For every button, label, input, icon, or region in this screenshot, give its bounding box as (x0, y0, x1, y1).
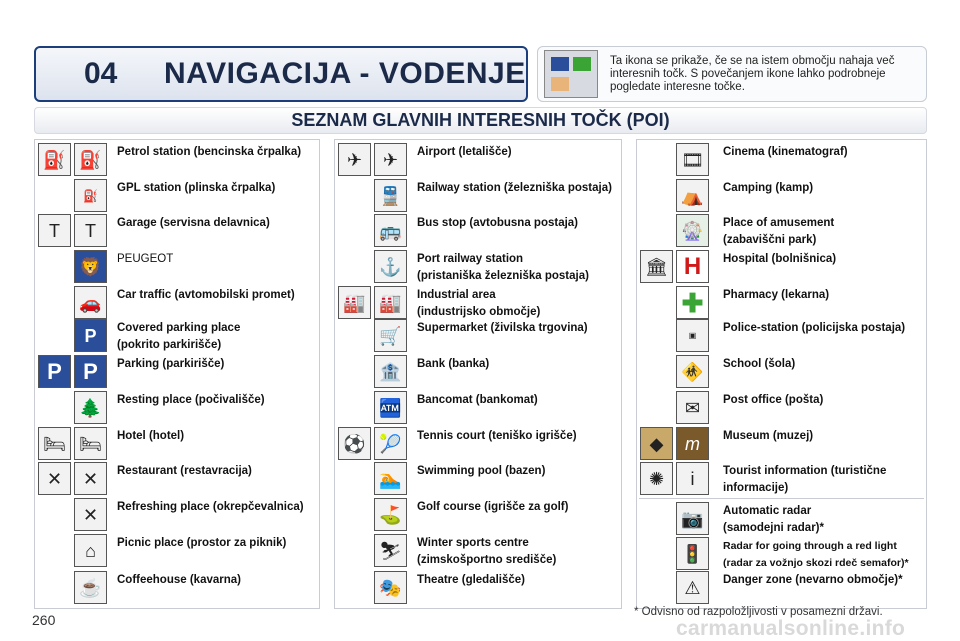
airport-icon: ✈ (338, 143, 371, 176)
poi-label: Covered parking place (pokrito parkirišče) (117, 322, 241, 351)
golf-icon: ⛳ (374, 498, 407, 531)
poi-label: Tourist information (turistične informacije) (723, 465, 887, 494)
danger-icon: ⚠ (676, 571, 709, 604)
info-icon: i (676, 462, 709, 495)
monument-icon: 🏛 (640, 250, 673, 283)
poi-label: Port railway station (pristaniška železniška postaja) (417, 253, 589, 282)
poi-label: Refreshing place (okrepčevalnica) (117, 501, 304, 513)
poi-label: Petrol station (bencinska črpalka) (117, 146, 302, 158)
poi-label: Industrial area (industrijsko območje) (417, 289, 541, 318)
help-box (537, 46, 927, 102)
poi-item (35, 390, 319, 425)
fuel-pump-icon: ⛽ (74, 143, 107, 176)
poi-item (35, 497, 319, 532)
poi-label: Car traffic (avtomobilski promet) (117, 289, 295, 301)
cutlery-icon: ✕ (38, 462, 71, 495)
poi-list-banner (34, 107, 927, 134)
poi-item (35, 178, 319, 213)
poi-label: Golf course (igrišče za golf) (417, 501, 569, 513)
poi-label: Picnic place (prostor za piknik) (117, 537, 287, 549)
poi-item (335, 354, 621, 389)
poi-label: Theatre (gledališče) (417, 574, 526, 586)
poi-item (637, 178, 926, 213)
poi-item (637, 318, 926, 353)
traffic-icon: 🚗 (74, 286, 107, 319)
poi-label: Automatic radar (samodejni radar)* (723, 505, 824, 534)
poi-label: Camping (kamp) (723, 182, 814, 194)
poi-item (637, 536, 926, 571)
plane-icon: ✈ (374, 143, 407, 176)
poi-item (335, 570, 621, 605)
port-station-icon: ⚓ (374, 250, 407, 283)
factory-icon: 🏭 (374, 286, 407, 319)
poi-item (335, 461, 621, 496)
poi-item (637, 213, 926, 248)
poi-cluster-icon (544, 50, 598, 98)
parking-icon: P (38, 355, 71, 388)
poi-label: Tennis court (teniško igrišče) (417, 430, 577, 442)
poi-label: Bus stop (avtobusna postaja) (417, 217, 579, 229)
poi-label: Place of amusement (zabaviščni park) (723, 217, 835, 246)
bed-icon: 🛏 (74, 427, 107, 460)
poi-label: Airport (letališče) (417, 146, 512, 158)
tennis-icon: 🎾 (374, 427, 407, 460)
school-icon: 🚸 (676, 355, 709, 388)
poi-label: Police-station (policijska postaja) (723, 322, 906, 334)
poi-label: Garage (servisna delavnica) (117, 217, 270, 229)
refreshing-icon: ✕ (74, 498, 107, 531)
poi-item (35, 142, 319, 177)
poi-label: Danger zone (nevarno območje)* (723, 574, 903, 586)
atm-icon: 🏧 (374, 391, 407, 424)
poi-item (637, 570, 926, 605)
poi-item (35, 213, 319, 248)
train-icon: 🚆 (374, 179, 407, 212)
poi-item (637, 501, 926, 536)
swimmer-icon: 🏊 (374, 462, 407, 495)
divider (639, 498, 924, 499)
radar-icon: 📷 (676, 502, 709, 535)
poi-label: Radar for going through a red light (radar za vožnjo skozi rdeč semafor)* (723, 540, 909, 569)
poi-label: Swimming pool (bazen) (417, 465, 546, 477)
poi-label: PEUGEOT (117, 253, 174, 265)
resting-icon: 🌲 (74, 391, 107, 424)
diamond-sign-icon: ◆ (640, 427, 673, 460)
chapter-number: 04 (84, 57, 118, 90)
wrench-icon: T (74, 214, 107, 247)
poi-item (335, 390, 621, 425)
film-icon: 🎞 (676, 143, 709, 176)
watermark: carmanualsonline.info (676, 617, 906, 640)
poi-label: Winter sports centre (zimskošportno središče) (417, 537, 557, 566)
poi-item (35, 318, 319, 353)
poi-item (335, 426, 621, 461)
peugeot-lion-icon: 🦁 (74, 250, 107, 283)
amusement-icon: 🎡 (676, 214, 709, 247)
footnote: * Odvisno od razpoložljivosti v posamezni državi. (634, 606, 883, 618)
bank-icon: 🏦 (374, 355, 407, 388)
poi-item (35, 426, 319, 461)
cart-icon: 🛒 (374, 319, 407, 352)
poi-label: Hospital (bolnišnica) (723, 253, 837, 265)
poi-item (335, 318, 621, 353)
envelope-icon: ✉ (676, 391, 709, 424)
page-number: 260 (32, 612, 56, 628)
poi-item (335, 213, 621, 248)
poi-item (335, 533, 621, 568)
factory-icon: 🏭 (338, 286, 371, 319)
hospital-icon: H (676, 250, 709, 283)
poi-item (335, 178, 621, 213)
poi-item (35, 570, 319, 605)
museum-icon: m (676, 427, 709, 460)
poi-item (35, 533, 319, 568)
poi-label: Hotel (hotel) (117, 430, 185, 442)
red-light-radar-icon: 🚦 (676, 537, 709, 570)
poi-item (637, 390, 926, 425)
poi-item (35, 461, 319, 496)
poi-item (637, 426, 926, 461)
poi-label: Museum (muzej) (723, 430, 814, 442)
poi-label: Coffeehouse (kavarna) (117, 574, 241, 586)
poi-item (637, 249, 926, 284)
poi-label: Parking (parkirišče) (117, 358, 225, 370)
tourist-info-icon: ✺ (640, 462, 673, 495)
poi-item (335, 497, 621, 532)
wrench-icon: T (38, 214, 71, 247)
poi-label: Supermarket (živilska trgovina) (417, 322, 588, 334)
police-icon: ▣ (676, 319, 709, 352)
poi-label: Bank (banka) (417, 358, 490, 370)
poi-label: School (šola) (723, 358, 796, 370)
parking-icon: P (74, 355, 107, 388)
help-text: Ta ikona se prikaže, če se na istem območju nahaja več interesnih točk. S povečanjem ikone lahko podrobneje pogledate interesne točke. (610, 54, 895, 93)
skier-icon: ⛷ (374, 534, 407, 567)
coffee-cup-icon: ☕ (74, 571, 107, 604)
poi-item (35, 249, 319, 284)
sport-icon: ⚽ (338, 427, 371, 460)
picnic-icon: ⌂ (74, 534, 107, 567)
covered-parking-icon: P (74, 319, 107, 352)
chapter-title: NAVIGACIJA - VODENJE (164, 57, 526, 90)
poi-list-title: SEZNAM GLAVNIH INTERESNIH TOČK (POI) (291, 110, 670, 130)
gpl-pump-icon: ⛽ (74, 179, 107, 212)
poi-column-left (34, 139, 320, 609)
poi-label: Pharmacy (lekarna) (723, 289, 830, 301)
poi-column-right (636, 139, 927, 609)
poi-label: Resting place (počivališče) (117, 394, 265, 406)
poi-item (637, 142, 926, 177)
poi-item (35, 354, 319, 389)
cutlery-icon: ✕ (74, 462, 107, 495)
poi-label: Railway station (železniška postaja) (417, 182, 612, 194)
bed-icon: 🛏 (38, 427, 71, 460)
poi-item (637, 461, 926, 496)
poi-label: GPL station (plinska črpalka) (117, 182, 276, 194)
poi-item (637, 354, 926, 389)
bus-icon: 🚌 (374, 214, 407, 247)
poi-item (637, 285, 926, 320)
poi-label: Cinema (kinematograf) (723, 146, 848, 158)
chapter-header (34, 46, 528, 102)
poi-item (335, 285, 621, 320)
poi-column-middle (334, 139, 622, 609)
poi-label: Bancomat (bankomat) (417, 394, 538, 406)
poi-item (35, 285, 319, 320)
camping-icon: ⛺ (676, 179, 709, 212)
theatre-icon: 🎭 (374, 571, 407, 604)
poi-item (335, 142, 621, 177)
poi-label: Restaurant (restavracija) (117, 465, 252, 477)
pharmacy-cross-icon: ✚ (676, 286, 709, 319)
poi-label: Post office (pošta) (723, 394, 824, 406)
poi-item (335, 249, 621, 284)
fuel-pump-icon: ⛽ (38, 143, 71, 176)
